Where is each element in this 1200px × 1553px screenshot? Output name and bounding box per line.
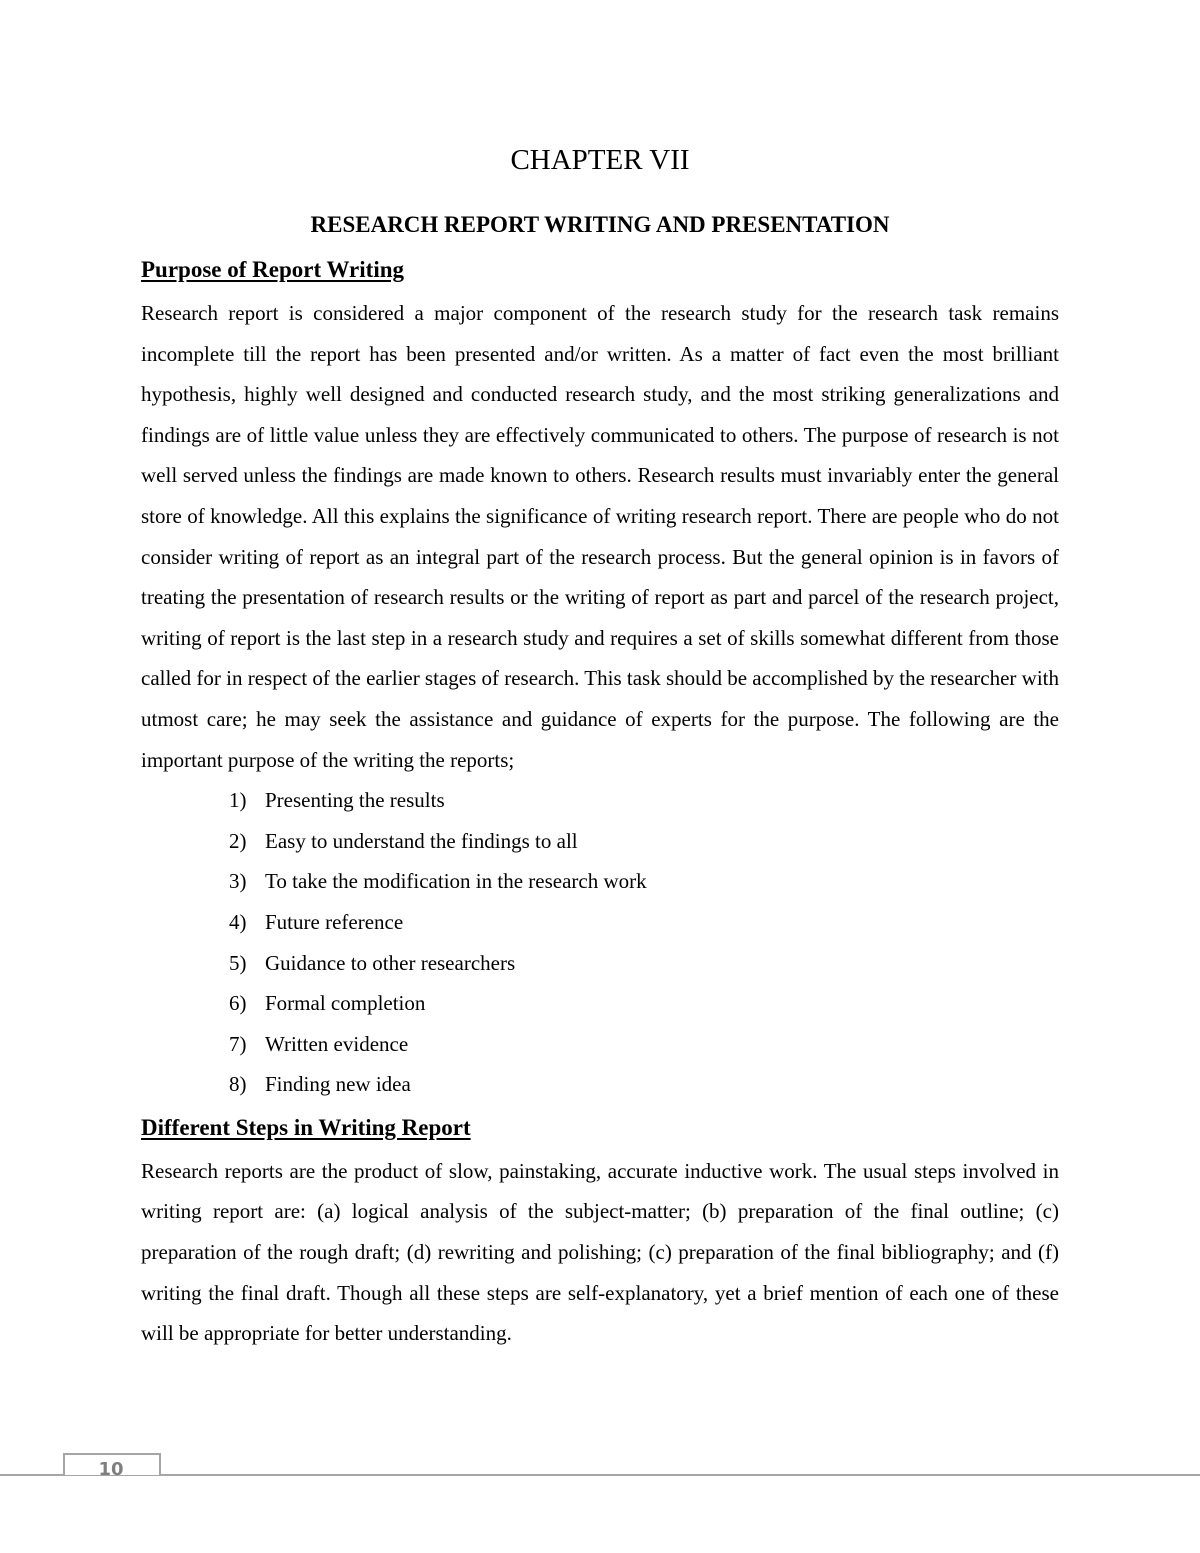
list-item-number: 7): [229, 1031, 247, 1056]
purpose-paragraph: Research report is considered a major component of the research study for the research task remains incomplete till the report has been presented and/or written. As a matter of fact even the most brilliant hypothesis, highly well designed and conducted research study, and the most striking generalizations and findings are of little value unless they are effectively communicated to others. The purpose of research is not well served unless the findings are made known to others. Research results must invariably enter the general store of knowledge. All this explains the significance of writing research report. There are people who do not consider writing of report as an integral part of the research process. But the general opinion is in favors of treating the presentation of research results or the writing of report as part and parcel of the research project, writing of report is the last step in a research study and requires a set of skills somewhat different from those called for in respect of the earlier stages of research. This task should be accomplished by the researcher with utmost care; he may seek the assistance and guidance of experts for the purpose. The following are the important purpose of the writing the reports;: [141, 301, 1060, 772]
list-item: [229, 943, 1059, 984]
chapter-title: CHAPTER VII: [510, 144, 690, 176]
page-content: [141, 138, 1059, 1354]
list-item: [229, 1064, 1059, 1105]
steps-paragraph: Research reports are the product of slow, painstaking, accurate inductive work. The usual steps involved in writing report are: (a) logical analysis of the subject-matter; (b) preparation of the final outline; (c) preparation of the rough draft; (d) rewriting and polishing; (c) preparation of the final bibliography; and (f) writing the final draft. Though all these steps are self-explanatory, yet a brief mention of each one of these will be appropriate for better understanding.: [141, 1158, 1059, 1346]
list-item: [229, 861, 1059, 902]
list-item-text: Guidance to other researchers: [265, 950, 516, 975]
list-item-number: 8): [229, 1072, 247, 1097]
list-item-text: Finding new idea: [265, 1072, 411, 1097]
list-item-number: 1): [229, 788, 247, 813]
list-item: [229, 983, 1059, 1024]
list-item-text: Written evidence: [265, 1031, 409, 1056]
list-item-number: 4): [229, 909, 247, 934]
list-item: [229, 902, 1059, 943]
list-item: [229, 1024, 1059, 1065]
list-item: [229, 821, 1059, 862]
list-item-number: 3): [229, 869, 247, 894]
list-item: [229, 780, 1059, 821]
chapter-subtitle: RESEARCH REPORT WRITING AND PRESENTATION: [310, 212, 890, 237]
section-heading-purpose: Purpose of Report Writing: [141, 257, 404, 282]
list-item-number: 2): [229, 828, 247, 853]
list-item-number: 5): [229, 950, 247, 975]
list-item-text: To take the modification in the research work: [265, 869, 647, 894]
list-item-text: Easy to understand the findings to all: [265, 828, 578, 853]
footer-rule: [0, 1474, 1200, 1476]
page-number: 10: [98, 1459, 124, 1480]
section-heading-steps: Different Steps in Writing Report: [141, 1114, 471, 1140]
list-item-number: 6): [229, 991, 247, 1016]
purpose-list: [141, 780, 1059, 1105]
list-item-text: Presenting the results: [265, 788, 445, 813]
list-item-text: Future reference: [265, 909, 404, 934]
list-item-text: Formal completion: [265, 991, 426, 1016]
